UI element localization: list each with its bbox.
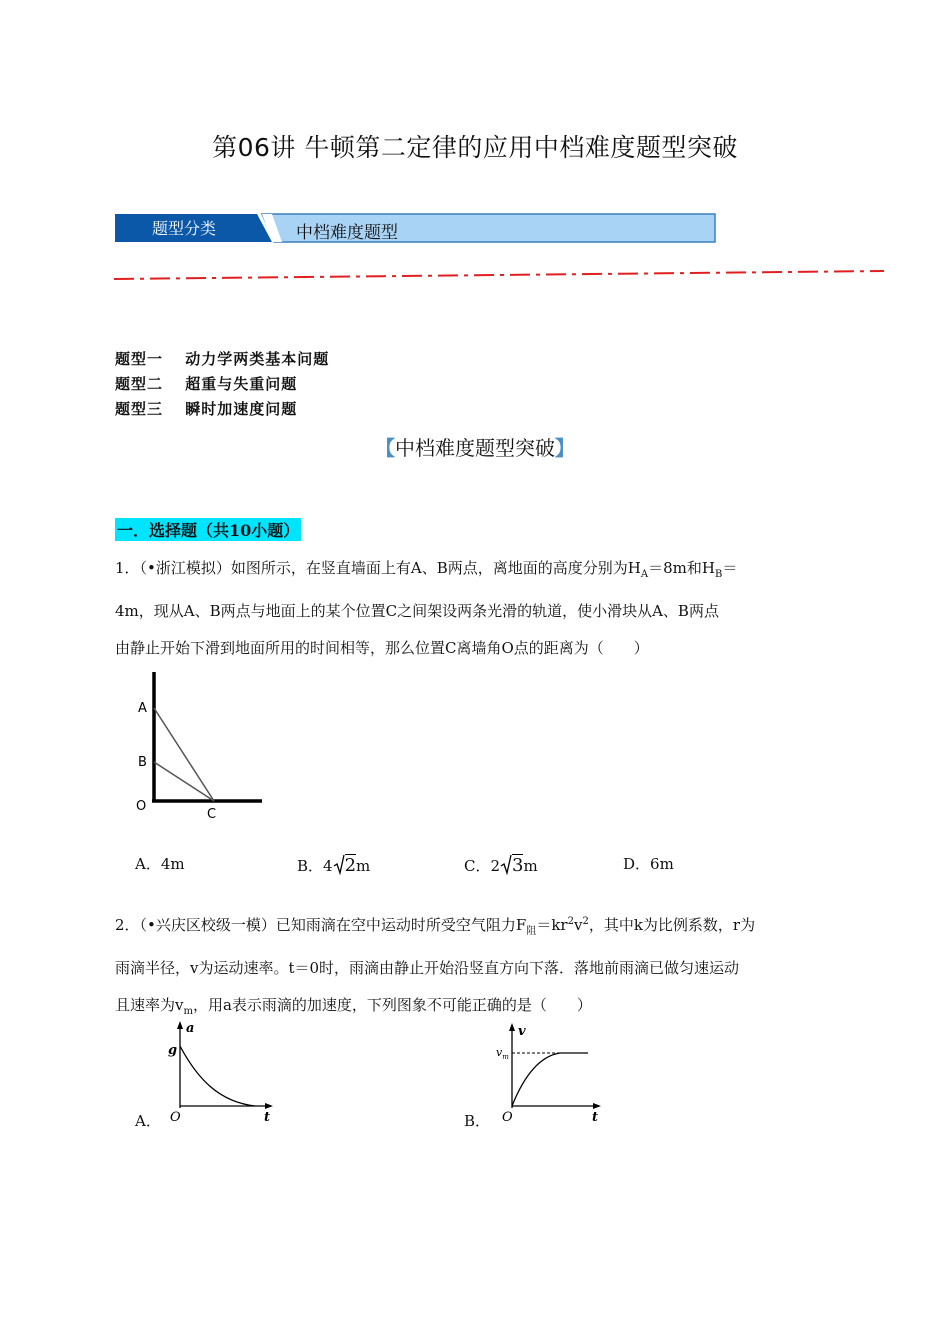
toc-item-3: 题型三 瞬时加速度问题 xyxy=(115,400,298,418)
section-heading-text: 中档难度题型突破 xyxy=(395,436,555,460)
question-1-line-1 xyxy=(115,550,840,593)
option-c-unit: m xyxy=(523,857,538,875)
q2-sup-v: 2 xyxy=(582,916,589,927)
label-c: C xyxy=(207,807,217,822)
axis-a-label: a xyxy=(186,1021,195,1036)
option-b-label: B． xyxy=(464,1112,491,1130)
origin-label: O xyxy=(170,1110,181,1125)
label-b: B xyxy=(138,755,147,770)
q2-text-f: ，用a表示雨滴的加速度，下列图象不可能正确的是（ ） xyxy=(192,996,592,1014)
tick-g-label: g xyxy=(168,1043,178,1058)
option-b-prefix: B．4 xyxy=(297,857,333,875)
q2-sub-f: 阻 xyxy=(526,926,537,937)
toc-item-1: 题型一 动力学两类基本问题 xyxy=(115,350,330,368)
question-2-line-2: 雨滴半径，v为运动速率。t＝0时，雨滴由静止开始沿竖直方向下落．落地前雨滴已做匀速运动 xyxy=(115,959,740,977)
question-number: 2． xyxy=(115,916,140,934)
axis-v-label: v xyxy=(518,1024,526,1039)
q2-text-a: 已知雨滴在空中运动时所受空气阻力F xyxy=(275,916,527,934)
q2-text-e: 且速率为v xyxy=(115,996,184,1014)
q1-sub-a: A xyxy=(640,569,649,580)
option-b-unit: m xyxy=(356,857,371,875)
tick-vm-label xyxy=(496,1046,509,1061)
question-2-line-1 xyxy=(115,903,840,950)
option-c-prefix: C．2 xyxy=(464,857,501,875)
question-source: （•兴庆区校级一模） xyxy=(139,916,276,934)
q1-text-a: 如图所示，在竖直墙面上有A、B两点，离地面的高度分别为H xyxy=(230,559,641,577)
q2-text-d: ，其中k为比例系数，r为 xyxy=(588,916,756,934)
q1-text-b: ＝8m和H xyxy=(648,559,715,577)
question-1-line-3: 由静止开始下滑到地面所用的时间相等，那么位置C离墙角O点的距离为（ ） xyxy=(115,639,649,657)
axis-t-label: t xyxy=(592,1110,599,1125)
acceleration-time-graph xyxy=(160,1018,280,1128)
option-c xyxy=(464,853,538,876)
tick-m: m xyxy=(502,1053,509,1061)
label-o: O xyxy=(136,799,147,814)
origin-label: O xyxy=(502,1110,513,1125)
question-1-line-2: 4m，现从A、B两点与地面上的某个位置C之间架设两条光滑的轨道，使小滑块从A、B两点 xyxy=(115,602,719,620)
option-c-radicand: 3 xyxy=(512,855,524,876)
radical-sign-icon xyxy=(333,853,345,875)
option-d: D．6m xyxy=(623,855,674,873)
banner-difficulty-label: 中档难度题型 xyxy=(296,223,398,243)
q2-sup-r: 2 xyxy=(567,916,574,927)
question-source: （•浙江模拟） xyxy=(139,559,231,577)
radical-sign-icon xyxy=(500,853,512,875)
wall-track-figure xyxy=(130,668,270,828)
tick-v: v xyxy=(496,1046,503,1059)
banner-category-label: 题型分类 xyxy=(152,219,217,238)
q2-text-b: ＝kr xyxy=(536,916,568,934)
q2-sub-m: m xyxy=(183,1006,193,1017)
option-a: A．4m xyxy=(135,855,185,873)
axis-t-label: t xyxy=(264,1110,271,1125)
q1-text-c: ＝ xyxy=(722,559,738,577)
dash-divider xyxy=(112,268,887,282)
option-a-label: A． xyxy=(135,1112,161,1130)
section-heading xyxy=(0,432,950,461)
q1-sub-b: B xyxy=(714,569,723,580)
option-b-radicand: 2 xyxy=(344,855,357,876)
page-title: 第06讲 牛顿第二定律的应用中档难度题型突破 xyxy=(212,133,738,162)
option-b xyxy=(297,853,370,876)
multiple-choice-heading: 一．选择题（共10小题） xyxy=(115,518,301,541)
question-2 xyxy=(115,903,840,1030)
q2-text-c: v xyxy=(573,916,583,934)
question-number: 1． xyxy=(115,559,140,577)
question-1 xyxy=(115,550,840,667)
toc-item-2: 题型二 超重与失重问题 xyxy=(115,375,298,393)
label-a: A xyxy=(138,701,147,716)
bracket-close: 】 xyxy=(555,436,575,460)
velocity-time-graph xyxy=(492,1018,612,1128)
bracket-open: 【 xyxy=(375,436,395,460)
